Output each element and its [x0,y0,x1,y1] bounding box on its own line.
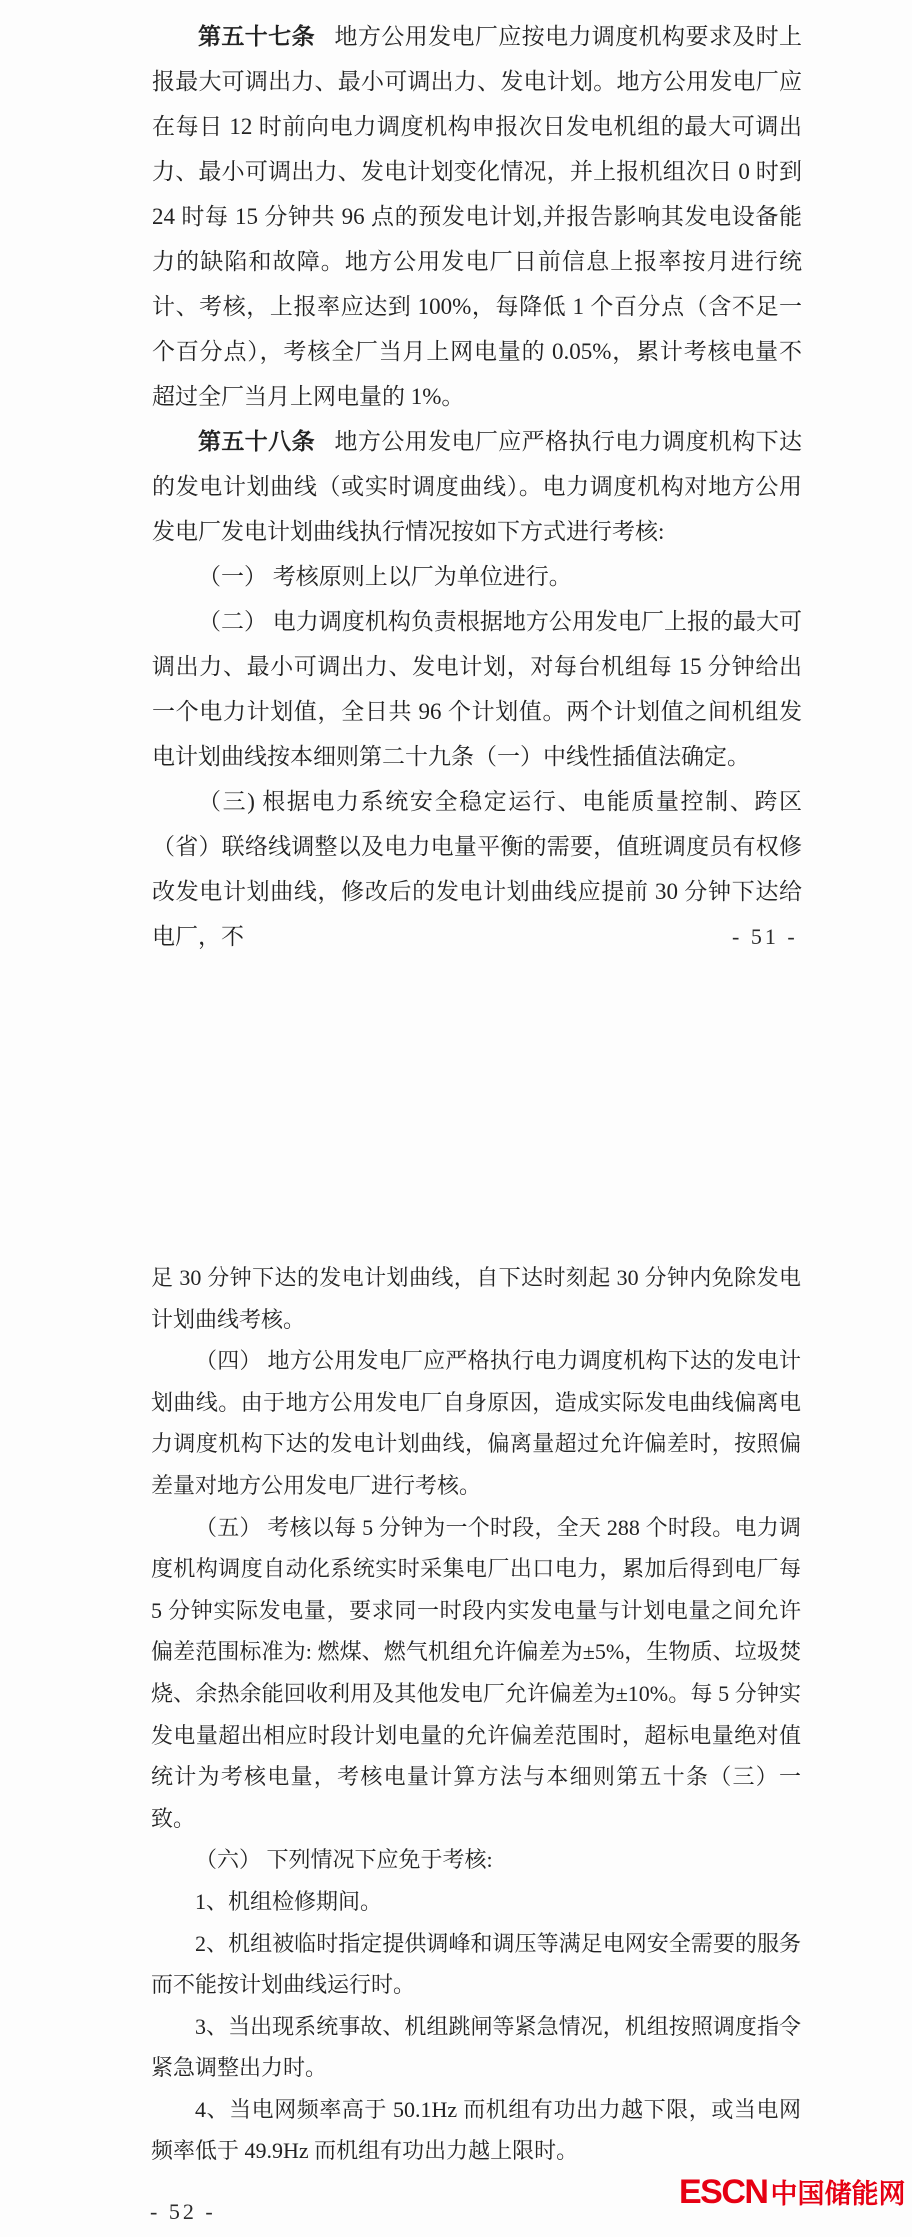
paragraph [152,554,802,599]
article-number-heading: 第五十七条 [198,24,315,49]
paragraph [151,1507,801,1840]
paragraph [151,2089,801,2172]
paragraph [151,1839,801,1881]
paragraph [151,1257,801,1340]
paragraph [152,419,802,554]
paragraph-text: 4、当电网频率高于 50.1Hz 而机组有功出力越下限，或当电网频率低于 49.9Hz 而机组有功出力越上限时。 [151,2096,801,2164]
paragraph-text: 1、机组检修期间。 [195,1888,383,1914]
paragraph [151,2006,801,2089]
paragraph [151,1340,801,1506]
paragraph [152,599,802,779]
paragraph-text: 地方公用发电厂应严格执行电力调度机构下达的发电计划曲线（或实时调度曲线）。电力调度机构对地方公用发电厂发电计划曲线执行情况按如下方式进行考核: [152,429,803,544]
paragraph-text: 足 30 分钟下达的发电计划曲线，自下达时刻起 30 分钟内免除发电计划曲线考核。 [151,1265,801,1332]
paragraph-text: （二） 电力调度机构负责根据地方公用发电厂上报的最大可调出力、最小可调出力、发电计划，对每台机组每 15 分钟给出一个电力计划值，全日共 96 个计划值。两个计划值之间机组发电计划曲线按本细则第二十九条（一）中线性插值法确定。 [152,609,802,769]
watermark-chinese-text: 中国储能网 [770,2179,906,2209]
page-number-52: - 52 - [150,2199,216,2224]
paragraph [151,1881,801,1923]
paragraph-text: 3、当出现系统事故、机组跳闸等紧急情况，机组按照调度指令紧急调整出力时。 [151,2013,801,2081]
paragraph-text: （五） 考核以每 5 分钟为一个时段，全天 288 个时段。电力调度机构调度自动化系统实时采集电厂出口电力，累加后得到电厂每 5 分钟实际发电量，要求同一时段内实发电量与计划电量之间允许偏差范围标准为: 燃煤、燃气机组允许偏差为±5%，生物质、垃圾焚烧、余热余能回收利用及其他发电厂允许偏差为±10%。每 5 分钟实发电量超出相应时段计划电量的允许偏差范围时，超标电量绝对值统计为考核电量，考核电量计算方法与本细则第五十条（三）一致。 [151,1514,801,1831]
page-51-body [152,14,802,959]
paragraph-text: 2、机组被临时指定提供调峰和调压等满足电网安全需要的服务而不能按计划曲线运行时。 [151,1930,801,1998]
paragraph-text: 地方公用发电厂应按电力调度机构要求及时上报最大可调出力、最小可调出力、发电计划。地方公用发电厂应在每日 12 时前向电力调度机构申报次日发电机组的最大可调出力、最小可调出力、发电计划变化情况，并上报机组次日 0 时到 24 时每 15 分钟共 96 点的预发电计划,并报告影响其发电设备能力的缺陷和故障。地方公用发电厂日前信息上报率按月进行统计、考核，上报率应达到 100%，每降低 1 个百分点（含不足一个百分点），考核全厂当月上网电量的 0.05%，累计考核电量不超过全厂当月上网电量的 1%。 [152,24,803,409]
escn-watermark-logo [679,2172,905,2212]
watermark-latin-text: ESCN [679,2173,768,2211]
article-number-heading: 第五十八条 [198,429,315,454]
paragraph [152,779,802,959]
paragraph-text: （三) 根据电力系统安全稳定运行、电能质量控制、跨区（省）联络线调整以及电力电量平衡的需要，值班调度员有权修改发电计划曲线，修改后的发电计划曲线应提前 30 分钟下达给电厂，不 [152,789,802,949]
paragraph [151,1923,801,2006]
paragraph [152,14,802,419]
paragraph-text: （一） 考核原则上以厂为单位进行。 [198,564,572,589]
paragraph-text: （四） 地方公用发电厂应严格执行电力调度机构下达的发电计划曲线。由于地方公用发电厂自身原因，造成实际发电曲线偏离电力调度机构下达的发电计划曲线，偏离量超过允许偏差时，按照偏差量对地方公用发电厂进行考核。 [151,1348,801,1498]
page-52-body [151,1257,801,2172]
page-number-51: - 51 - [732,924,798,949]
paragraph-text: （六） 下列情况下应免于考核: [195,1847,493,1873]
